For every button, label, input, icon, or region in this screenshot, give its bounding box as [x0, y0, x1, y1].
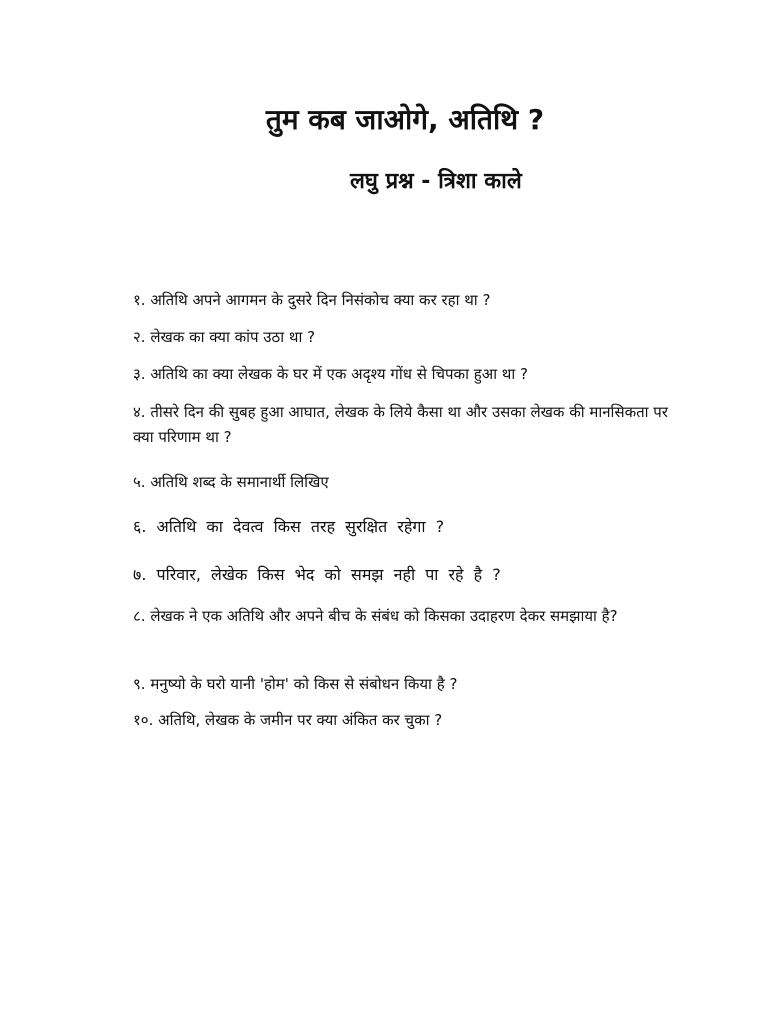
question-7: ७. परिवार, लेखेक किस भेद को समझ नही पा रहे है ?: [133, 565, 501, 584]
question-4: ४. तीसरे दिन की सुबह हुआ आघात, लेखक के लिये कैसा था और उसका लेखक की मानसिकता पर क्या परिणाम था ?: [133, 403, 668, 446]
question-5: ५. अतिथि शब्द के समानार्थी लिखिए: [133, 473, 329, 491]
document-subtitle: लघु प्रश्न - त्रिशा काले: [350, 169, 522, 194]
question-10: १०. अतिथि, लेखक के जमीन पर क्या अंकित कर चुका ?: [133, 711, 443, 729]
question-3: ३. अतिथि का क्या लेखक के घर में एक अदृश्य गोंध से चिपका हुआ था ?: [133, 365, 528, 383]
question-9: ९. मनुष्यो के घरो यानी 'होम' को किस से संबोधन किया है ?: [133, 675, 458, 693]
question-1: १. अतिथि अपने आगमन के दुसरे दिन निसंकोच क्या कर रहा था ?: [133, 291, 491, 309]
document-title: तुम कब जाओगे, अतिथि ?: [265, 103, 545, 136]
question-2: २. लेखक का क्या कांप उठा था ?: [133, 328, 316, 346]
question-8: ८. लेखक ने एक अतिथि और अपने बीच के संबंध को किसका उदाहरण देकर समझाया है?: [133, 607, 618, 625]
question-6: ६. अतिथि का देवत्व किस तरह सुरक्षित रहेगा ?: [133, 517, 445, 536]
